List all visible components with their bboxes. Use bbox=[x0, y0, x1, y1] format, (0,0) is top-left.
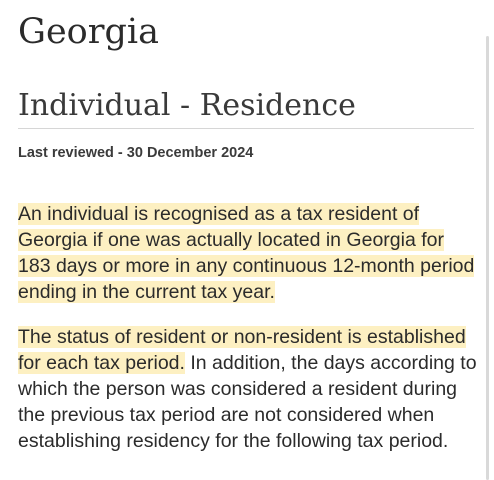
paragraph-text: In addition, the days according to which the person was considered a resident during the previous tax period are not considered when establishing residency for the following tax period. bbox=[18, 352, 477, 452]
vertical-scrollbar[interactable] bbox=[486, 36, 489, 480]
highlighted-text: An individual is recognised as a tax resident of Georgia if one was actually located in Georgia for 183 days or more in any continuous 12-month period ending in the current tax year. bbox=[18, 203, 475, 303]
residence-paragraph-1 bbox=[18, 201, 478, 305]
section-title: Individual - Residence bbox=[18, 88, 356, 123]
residence-paragraph-2 bbox=[18, 324, 478, 454]
country-title: Georgia bbox=[18, 12, 159, 52]
highlighted-text: The status of resident or non-resident is established for each tax period. bbox=[18, 326, 466, 374]
title-divider bbox=[18, 128, 474, 129]
last-reviewed-date: Last reviewed - 30 December 2024 bbox=[18, 145, 254, 161]
